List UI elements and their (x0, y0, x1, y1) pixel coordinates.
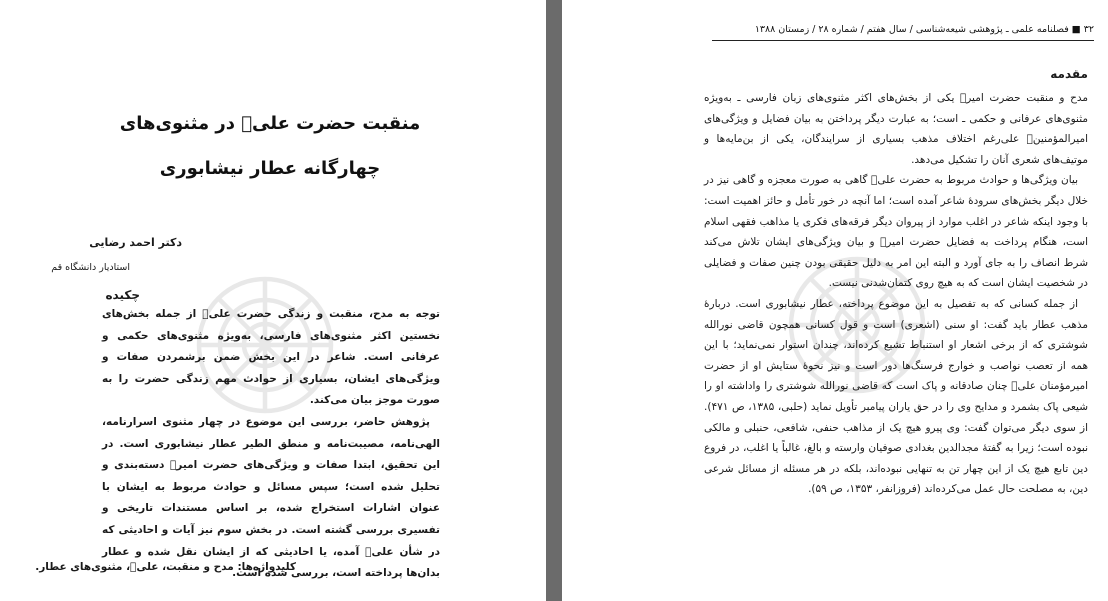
body-paragraph: مدح و منقبت حضرت امیرؑ یکی از بخش‌های اکثر مثنوی‌های زبان فارسی ـ به‌ویژه مثنوی‌های عرفانی و حکمی ـ است؛ به عبارت دیگر پرداختن به بیان فضایل و ویژگی‌های امیرالمؤمنینؑ علی‌رغم اختلاف مذهب بسیاری از سرایندگان، یکی از بن‌مایه‌ها و موتیف‌های شعری آنان را تشکیل می‌دهد. (704, 92, 1088, 166)
author-name: دکتر احمد رضایی (89, 236, 182, 249)
left-page (0, 0, 546, 601)
article-title-line-1: منقبت حضرت علیؑ در مثنوی‌های (119, 113, 421, 134)
author-affiliation: استادیار دانشگاه قم (51, 262, 130, 273)
page-gutter (546, 0, 562, 601)
introduction-heading: مقدمه (1050, 67, 1088, 81)
body-paragraph: از جمله کسانی که به تفصیل به این موضوع پرداخته، عطار نیشابوری است. دربارهٔ مذهب عطار باید گفت: او سنی (اشعری) است و قول کسانی همچون قاضی نورالله شوشتری که از برخی اشعار او استنباط تشیع کرده‌اند، چندان استوار نمی‌نماید؛ با این همه از تعصب نواصب و خوارج فرسنگ‌ها دور است و نیز نحوهٔ ستایش او از حضرت امیرمؤمنان علیؑ چنان صادقانه و پاک است که قاضی نورالله شوشتری را واداشته او را شیعی پاک بشمرد و مدایح وی را در حق یاران پیامبر تأویل نماید (حلبی، ۱۳۸۵، ص ۴۷۱). از سوی دیگر می‌توان گفت: وی پیرو هیچ یک از مذاهب حنفی، شافعی، حنبلی و مالکی نبوده است؛ زیرا به گفتهٔ مجدالدین بغدادی صوفیان وارسته و بالغ، غالباً یا اغلب، در فروع دین تابع هیچ یک از این چهار تن به تنهایی نبوده‌اند، بلکه در هر مسئله از مسائل شرعی دین، به مصلحت حال عمل می‌کرده‌اند (فروزانفر، ۱۳۵۳، ص ۵۹). (704, 297, 1088, 496)
running-header: ۳۲ ■ فصلنامه علمی ـ پژوهشی شیعه‌شناسی / سال هفتم / شماره ۲۸ / زمستان ۱۳۸۸ (754, 24, 1094, 35)
abstract-paragraph: توجه به مدح، منقبت و زندگی حضرت علیؑ از جمله بخش‌های نخستین اکثر مثنوی‌های فارسی، به‌ویژه مثنوی‌های حکمی و عرفانی است. شاعر در این بخش ضمن برشمردن صفات و ویژگی‌های ایشان، بسیاری از حوادث مهم زندگی حضرت را به صورت موجز بیان می‌کند. (102, 308, 440, 407)
keywords: کلیدواژه‌ها: مدح و منقبت، علیؑ، مثنوی‌های عطار. (35, 561, 296, 573)
body-paragraph: بیان ویژگی‌ها و حوادث مربوط به حضرت علیؑ گاهی به صورت معجزه و گاهی نیز در خلال دیگر بخش‌های سرودهٔ شاعر آمده است؛ اما آنچه در خور تأمل و حائز اهمیت است: با وجود اینکه شاعر در اغلب موارد از پیروان دیگر فرقه‌های فکری یا مذاهب فقهی اسلام است، هنگام پرداخت به فضایل حضرت امیرؑ و بیان ویژگی‌های ایشان تلاش می‌کند شرط انصاف را به جای آورد و البته این امر به دلیل حقیقی بودن چنین صفات و فضایلی در شخصیت ایشان است که به هیچ روی کتمان‌شدنی نیست. (704, 174, 1088, 290)
article-title-line-2: چهارگانه عطار نیشابوری (159, 158, 381, 179)
header-divider (712, 40, 1094, 41)
abstract-paragraph: پژوهش حاضر، بررسی این موضوع در چهار مثنوی اسرارنامه، الهی‌نامه، مصیبت‌نامه و منطق الطیر عطار نیشابوری است. در این تحقیق، ابتدا صفات و ویژگی‌های حضرت امیرؑ دسته‌بندی و تحلیل شده است؛ سپس مسائل و حوادث مربوط به ایشان با عنوان اشارات استخراج شده، بر اساس مستندات تاریخی و تفسیری بررسی گشته است. در بخش سوم نیز آیات و احادیثی که در شأن علیؑ آمده، یا احادیثی که از ایشان نقل شده و عطار بدان‌ها پرداخته است، بررسی شده است. (102, 415, 440, 580)
body-text (704, 88, 1088, 500)
abstract-text (102, 304, 440, 585)
right-page (562, 0, 1108, 601)
abstract-heading: چکیده (105, 288, 140, 302)
